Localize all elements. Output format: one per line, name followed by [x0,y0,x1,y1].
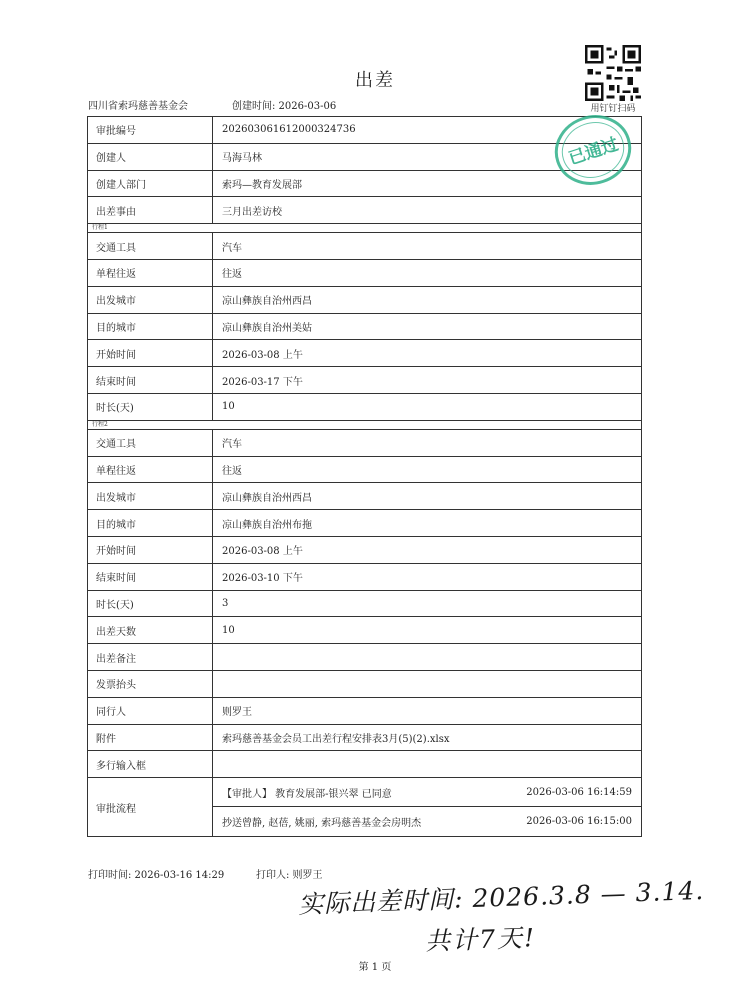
attachment-value[interactable]: 索玛慈善基金会员工出差行程安排表3月(5)(2).xlsx [222,733,450,745]
field-value: 汽车 [222,242,242,254]
printer-name: 打印人: 则罗王 [256,870,323,881]
approval-step-time: 2026-03-06 16:14:59 [526,786,632,798]
qr-code [585,45,641,101]
table-row [88,394,641,421]
field-value: 凉山彝族自治州美姑 [222,322,312,334]
approval-step [213,778,641,807]
table-row [88,367,641,394]
field-value: 10 [222,401,235,413]
table-row [88,340,641,367]
field-label: 发票抬头 [88,671,213,697]
table-row [88,537,641,564]
table-row [88,751,641,778]
field-label: 结束时间 [88,564,213,590]
field-label: 目的城市 [88,510,213,536]
field-value: 202603061612000324736 [222,124,356,136]
field-label: 单程往返 [88,260,213,286]
handwritten-note-line2: 共计7天! [424,923,537,956]
table-row [88,260,641,287]
handwritten-note-line1: 实际出差时间: 2026.3.8 — 3.14. [297,875,705,920]
field-value: 往返 [222,269,242,281]
field-label: 单程往返 [88,457,213,483]
table-row [88,483,641,510]
field-value: 汽车 [222,439,242,451]
table-row [88,698,641,725]
field-value: 2026-03-17 下午 [222,376,303,388]
field-value: 凉山彝族自治州西昌 [222,296,312,308]
field-value: 凉山彝族自治州西昌 [222,492,312,504]
field-label: 附件 [88,725,213,751]
field-label: 时长(天) [88,591,213,617]
cc-step-time: 2026-03-06 16:15:00 [526,815,632,827]
field-label: 创建人 [88,144,213,170]
table-row [88,564,641,591]
field-value: 2026-03-10 下午 [222,573,303,585]
field-label: 审批编号 [88,117,213,143]
print-time: 打印时间: 2026-03-16 14:29 [88,870,225,881]
field-value [213,671,641,697]
page-number: 第 1 页 [358,962,392,973]
stamp-text: 已通过 [566,134,621,170]
qr-label: 用钉钉扫码 [590,104,636,114]
approval-form-table [87,116,642,837]
table-row [88,457,641,484]
field-label: 审批流程 [88,778,213,836]
table-row [88,144,641,171]
table-row [88,510,641,537]
table-row [88,117,641,144]
approval-steps [213,778,641,836]
table-row [88,430,641,457]
field-value: 凉山彝族自治州布拖 [222,519,312,531]
field-label: 出差事由 [88,197,213,223]
field-value: 则罗王 [222,707,252,719]
field-label: 创建人部门 [88,171,213,197]
table-row [88,287,641,314]
field-label: 出发城市 [88,483,213,509]
created-time: 创建时间: 2026-03-06 [232,101,337,112]
field-label: 出发城市 [88,287,213,313]
field-label: 开始时间 [88,340,213,366]
field-label: 交通工具 [88,430,213,456]
field-value: 10 [222,624,235,636]
organization-name: 四川省索玛慈善基金会 [88,101,188,112]
field-label: 结束时间 [88,367,213,393]
table-row [88,671,641,698]
field-label: 目的城市 [88,314,213,340]
field-value: 马海马林 [222,153,262,165]
field-label: 交通工具 [88,233,213,259]
table-row [88,591,641,618]
table-row [88,314,641,341]
field-value: 往返 [222,465,242,477]
field-value: 2026-03-08 上午 [222,546,303,558]
field-value: 2026-03-08 上午 [222,349,303,361]
table-row [88,617,641,644]
field-label: 多行输入框 [88,751,213,777]
field-value [213,751,641,777]
cc-step [213,807,641,835]
field-value: 索玛—教育发展部 [222,179,302,191]
field-label: 同行人 [88,698,213,724]
trip1-group-header: 行程1 [88,224,641,233]
page-title: 出差 [355,70,395,91]
table-row [88,725,641,752]
table-row [88,233,641,260]
trip2-group-header: 行程2 [88,421,641,430]
table-row [88,644,641,671]
field-value: 3 [222,597,229,609]
cc-step-text: 抄送曾静, 赵蓓, 姚丽, 索玛慈善基金会房明杰 [222,817,422,829]
table-row [88,171,641,198]
field-value: 三月出差访校 [222,206,282,218]
approval-flow-row [88,778,641,836]
field-label: 出差备注 [88,644,213,670]
approval-step-text: 【审批人】 教育发展部-银兴翠 已同意 [222,788,392,800]
field-label: 时长(天) [88,394,213,420]
field-label: 出差天数 [88,617,213,643]
table-row [88,197,641,224]
field-label: 开始时间 [88,537,213,563]
field-value [213,644,641,670]
